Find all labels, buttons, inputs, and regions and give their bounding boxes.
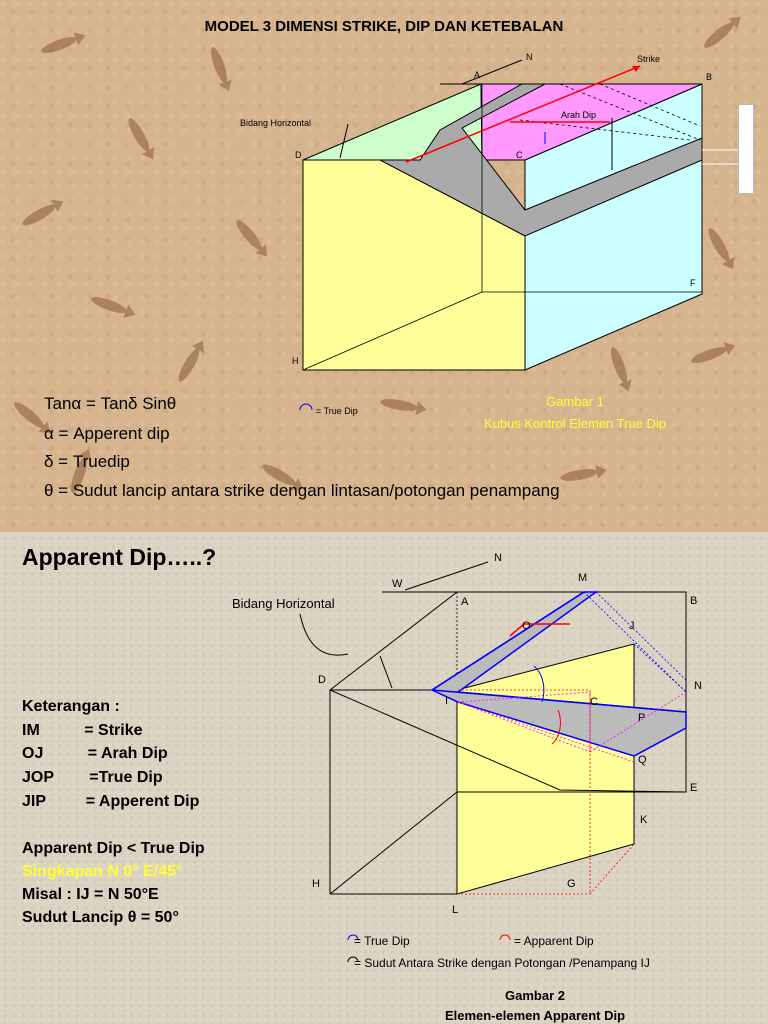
arah-dip-label: Arah Dip <box>561 110 597 120</box>
point-c-label-2: C <box>590 696 598 708</box>
point-j-label: J <box>629 620 635 632</box>
bidang-horizontal-label: Bidang Horizontal <box>240 118 312 128</box>
point-d-label-2: D <box>318 674 326 686</box>
true-dip-legend: = True Dip <box>316 406 358 416</box>
note-singkapan: Singkapan N 0° E/45° <box>22 863 183 880</box>
point-d-label: D <box>295 150 302 160</box>
point-f-label: F <box>690 278 696 288</box>
figure1-caption: Kubus Kontrol Elemen True Dip <box>483 416 667 431</box>
slide1-title: MODEL 3 DIMENSI STRIKE, DIP DAN KETEBALAN <box>204 18 564 35</box>
point-e-label: E <box>690 782 698 794</box>
strike-label: Strike <box>637 54 661 64</box>
legend-true-dip: = True Dip <box>354 934 410 948</box>
figure1-number: Gambar 1 <box>546 394 604 409</box>
equation-tangent: Tanα = Tanδ Sinθ <box>44 394 177 413</box>
keterangan-true-dip: JOP =True Dip <box>22 769 163 786</box>
point-a-label: A <box>474 70 481 80</box>
note-apparent-less: Apparent Dip < True Dip <box>22 840 205 857</box>
west-label: W <box>392 578 403 590</box>
point-n-label: N <box>694 680 702 692</box>
equation-theta: θ = Sudut lancip antara strike dengan lintasan/potongan penampang <box>44 481 560 500</box>
figure2-caption: Elemen-elemen Apparent Dip <box>444 1008 626 1023</box>
point-b-label: B <box>706 72 713 82</box>
legend-apparent-dip: = Apparent Dip <box>514 934 594 948</box>
bidang-horizontal-label-2: Bidang Horizontal <box>232 596 335 611</box>
figure2-number: Gambar 2 <box>505 988 565 1003</box>
slide2-title: Apparent Dip…..? <box>22 544 217 570</box>
keterangan-header: Keterangan : <box>22 698 120 715</box>
point-a-label-2: A <box>461 596 469 608</box>
point-h-label: H <box>292 356 299 366</box>
point-p-label: P <box>638 712 646 724</box>
slide-apparent-dip <box>0 532 768 1024</box>
point-m-label: M <box>578 572 588 584</box>
equation-alpha: α = Apperent dip <box>44 424 170 443</box>
point-k-label: K <box>640 814 648 826</box>
north-label: N <box>526 52 533 62</box>
point-o-label: O <box>522 620 531 632</box>
keterangan-apparent-dip: JIP = Apperent Dip <box>22 793 200 810</box>
north-label-2: N <box>494 552 502 564</box>
equation-delta: δ = Truedip <box>44 452 130 471</box>
keterangan-strike: IM = Strike <box>22 722 143 739</box>
note-misal: Misal : IJ = N 50°E <box>22 886 159 903</box>
point-i-label: I <box>445 695 449 707</box>
scroll-thumb[interactable] <box>738 104 754 194</box>
point-l-label: L <box>452 904 459 916</box>
point-b-label-2: B <box>690 595 698 607</box>
note-sudut-lancip: Sudut Lancip θ = 50° <box>22 909 179 926</box>
point-q-label: Q <box>638 754 647 766</box>
point-c-label: C <box>516 150 523 160</box>
point-h-label-2: H <box>312 878 320 890</box>
point-g-label: G <box>567 878 576 890</box>
legend-sudut: = Sudut Antara Strike dengan Potongan /Penampang IJ <box>354 956 650 970</box>
keterangan-arah-dip: OJ = Arah Dip <box>22 745 168 762</box>
